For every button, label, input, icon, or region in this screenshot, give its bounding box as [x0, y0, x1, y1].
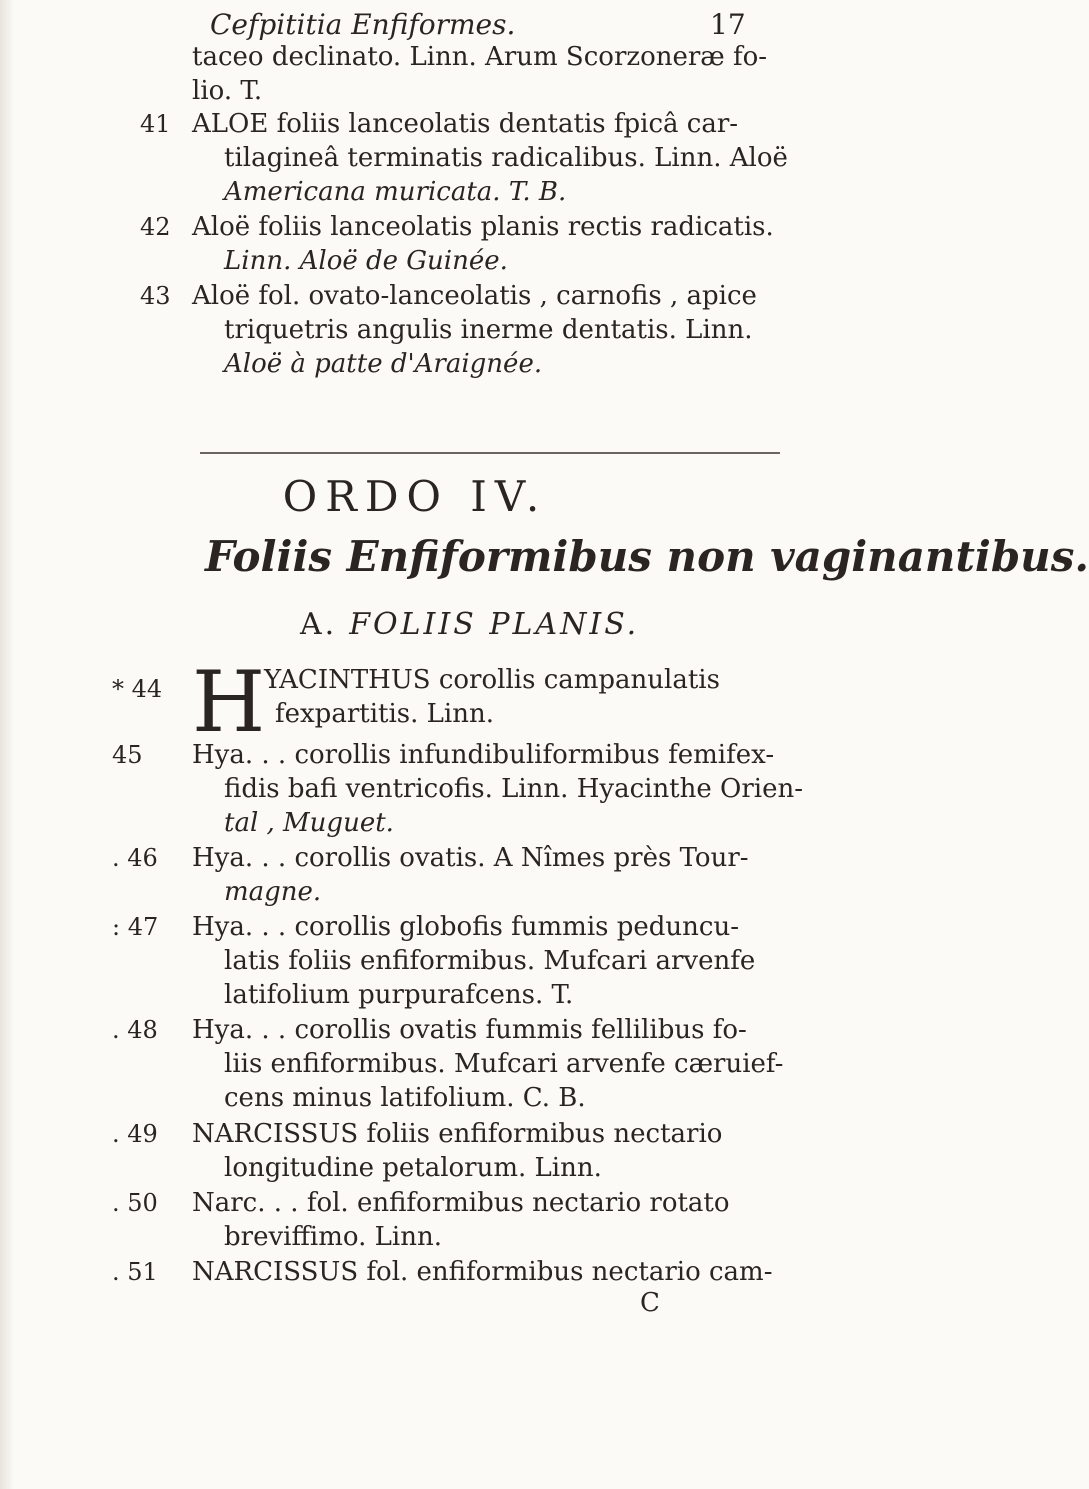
text-line: YACINTHUS corollis campanulatis [264, 665, 720, 695]
page-edge-shadow [0, 0, 14, 1489]
text-line: liis enfiformibus. Mufcari arvenfe cæruief- [224, 1049, 784, 1079]
section-letter: A. [300, 607, 338, 642]
text-line: Hya. . . corollis globofis fummis peduncu- [192, 912, 740, 942]
text-line: fexpartitis. Linn. [275, 699, 494, 729]
entry-number: 45 [112, 741, 143, 769]
section-label: FOLIIS PLANIS. [349, 607, 640, 642]
section-divider [200, 452, 780, 454]
entry-number: 41 [140, 110, 171, 138]
running-title: Cefpititia Enfiformes. [210, 8, 516, 41]
text-line: Hya. . . corollis infundibuliformibus femifex- [192, 740, 775, 770]
text-line: lio. T. [192, 76, 263, 106]
text-line: Linn. Aloë de Guinée. [224, 246, 508, 276]
text-line: magne. [224, 877, 322, 907]
entry-number: * 44 [112, 675, 163, 703]
text-line: breviffimo. Linn. [224, 1222, 442, 1252]
entry-number: . 48 [112, 1016, 158, 1044]
drop-cap: H [192, 653, 266, 751]
signature-mark: C [640, 1288, 660, 1318]
text-line: triquetris angulis inerme dentatis. Linn. [224, 315, 753, 345]
text-line: taceo declinato. Linn. Arum Scorzoneræ fo- [192, 42, 768, 72]
text-line: ALOE foliis lanceolatis dentatis fpicâ car- [192, 109, 739, 139]
text-line: Aloë à patte d'Araignée. [224, 349, 543, 379]
text-line: longitudine petalorum. Linn. [224, 1153, 602, 1183]
entry-number: 43 [140, 282, 171, 310]
entry-number: . 49 [112, 1120, 158, 1148]
text-line: tal , Muguet. [224, 808, 394, 838]
text-line: Hya. . . corollis ovatis fummis fellilibus fo- [192, 1015, 747, 1045]
text-line: latis foliis enfiformibus. Mufcari arvenfe [224, 946, 756, 976]
ordo-heading: ORDO IV. [282, 472, 548, 521]
entry-number: : 47 [112, 913, 159, 941]
text-line: NARCISSUS foliis enfiformibus nectario [192, 1119, 723, 1149]
entry-number: 42 [140, 213, 171, 241]
text-line: latifolium purpurafcens. T. [224, 980, 574, 1010]
page-number: 17 [710, 8, 746, 41]
text-line: Americana muricata. T. B. [224, 177, 567, 207]
section-heading [300, 607, 639, 642]
text-line: Aloë foliis lanceolatis planis rectis radicatis. [192, 212, 774, 242]
entry-number: . 50 [112, 1189, 158, 1217]
text-line: Aloë fol. ovato-lanceolatis , carnofis , apice [192, 281, 757, 311]
text-line: tilagineâ terminatis radicalibus. Linn. Aloë [224, 143, 788, 173]
text-line: fidis bafi ventricofis. Linn. Hyacinthe Orien- [224, 774, 804, 804]
text-line: Hya. . . corollis ovatis. A Nîmes près Tour- [192, 843, 749, 873]
text-line: Narc. . . fol. enfiformibus nectario rotato [192, 1188, 730, 1218]
text-line: NARCISSUS fol. enfiformibus nectario cam- [192, 1257, 773, 1287]
entry-number: . 51 [112, 1258, 158, 1286]
entry-number: . 46 [112, 844, 158, 872]
ordo-subtitle: Foliis Enfiformibus non vaginantibus. [205, 532, 1089, 581]
text-line: cens minus latifolium. C. B. [224, 1083, 586, 1113]
